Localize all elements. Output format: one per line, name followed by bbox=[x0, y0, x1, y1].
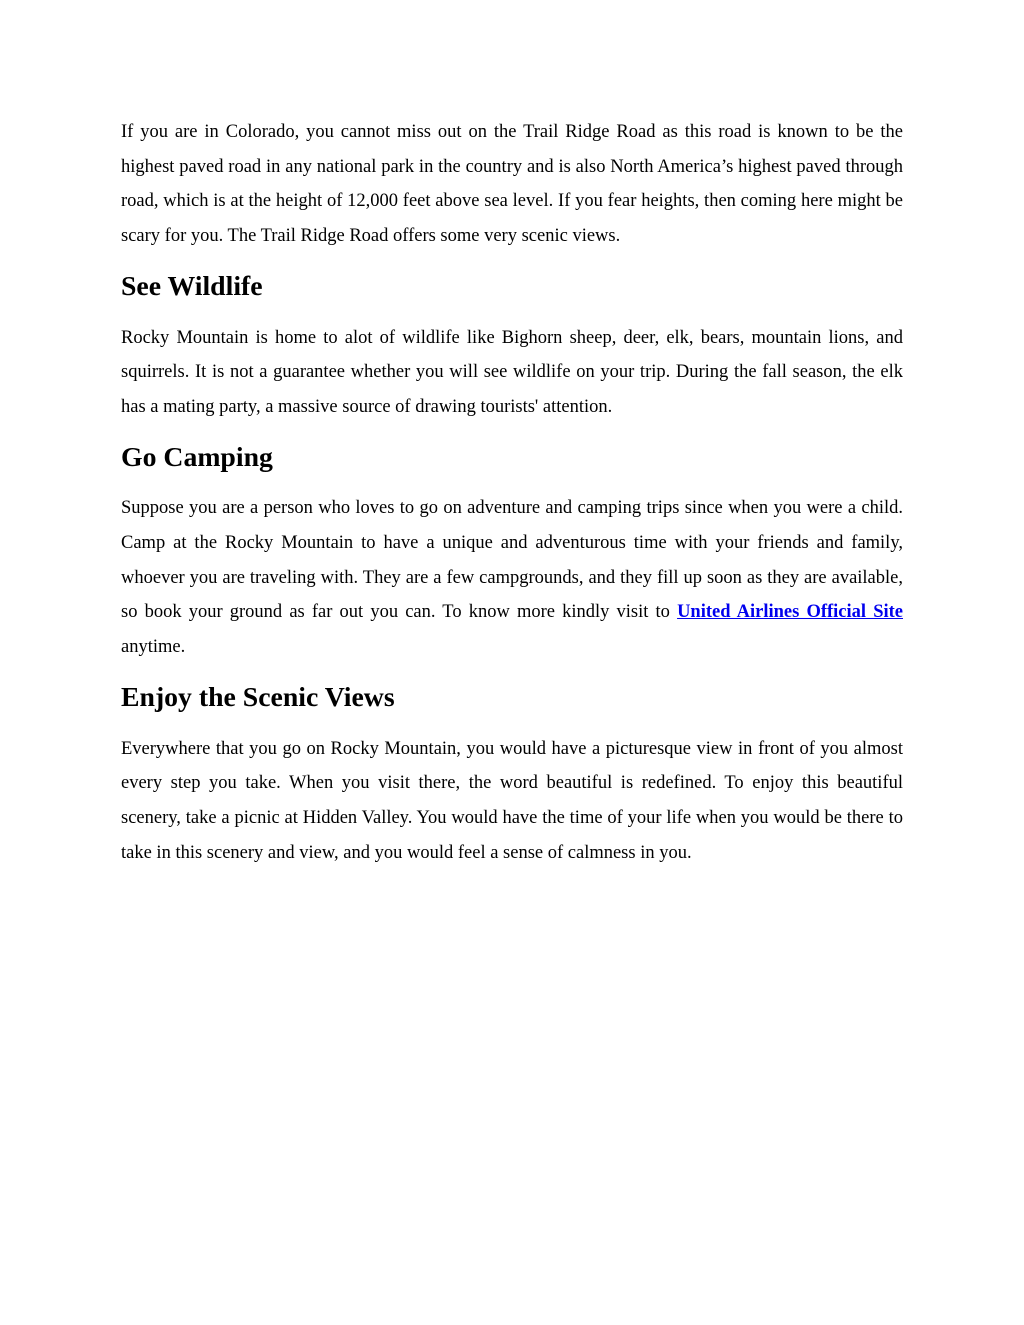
section-heading-enjoy-scenic-views: Enjoy the Scenic Views bbox=[121, 681, 395, 713]
go-camping-text-before-link: Suppose you are a person who loves to go on adventure and camping trips since when you were a child. Camp at the Rocky Mountain to have a unique and adventurous time with your friends and family, whoever you are traveling with. They are a few campgrounds, and they fill up soon as they are available, so book your ground as far out you can. To know more kindly visit to bbox=[121, 498, 903, 623]
see-wildlife-paragraph: Rocky Mountain is home to alot of wildlife like Bighorn sheep, deer, elk, bears, mountain lions, and squirrels. It is not a guarantee whether you will see wildlife on your trip. During the fall season, the elk has a mating party, a massive source of drawing tourists' attention. bbox=[121, 327, 903, 417]
go-camping-text-after-link: anytime. bbox=[121, 637, 186, 658]
section-heading-see-wildlife: See Wildlife bbox=[121, 270, 263, 302]
go-camping-paragraph bbox=[121, 491, 903, 665]
enjoy-scenic-views-paragraph: Everywhere that you go on Rocky Mountain, you would have a picturesque view in front of you almost every step you take. When you visit there, the word beautiful is redefined. To enjoy this beautiful scenery, take a picnic at Hidden Valley. You would have the time of your life when you would be there to take in this scenery and view, and you would feel a sense of calmness in you. bbox=[121, 738, 903, 863]
united-airlines-official-site-link[interactable]: United Airlines Official Site bbox=[677, 602, 903, 623]
intro-paragraph: If you are in Colorado, you cannot miss out on the Trail Ridge Road as this road is known to be the highest paved road in any national park in the country and is also North America’s highest paved through road, which is at the height of 12,000 feet above sea level. If you fear heights, then coming here might be scary for you. The Trail Ridge Road offers some very scenic views. bbox=[121, 122, 903, 247]
section-heading-go-camping: Go Camping bbox=[121, 441, 273, 473]
document-page bbox=[121, 115, 903, 870]
